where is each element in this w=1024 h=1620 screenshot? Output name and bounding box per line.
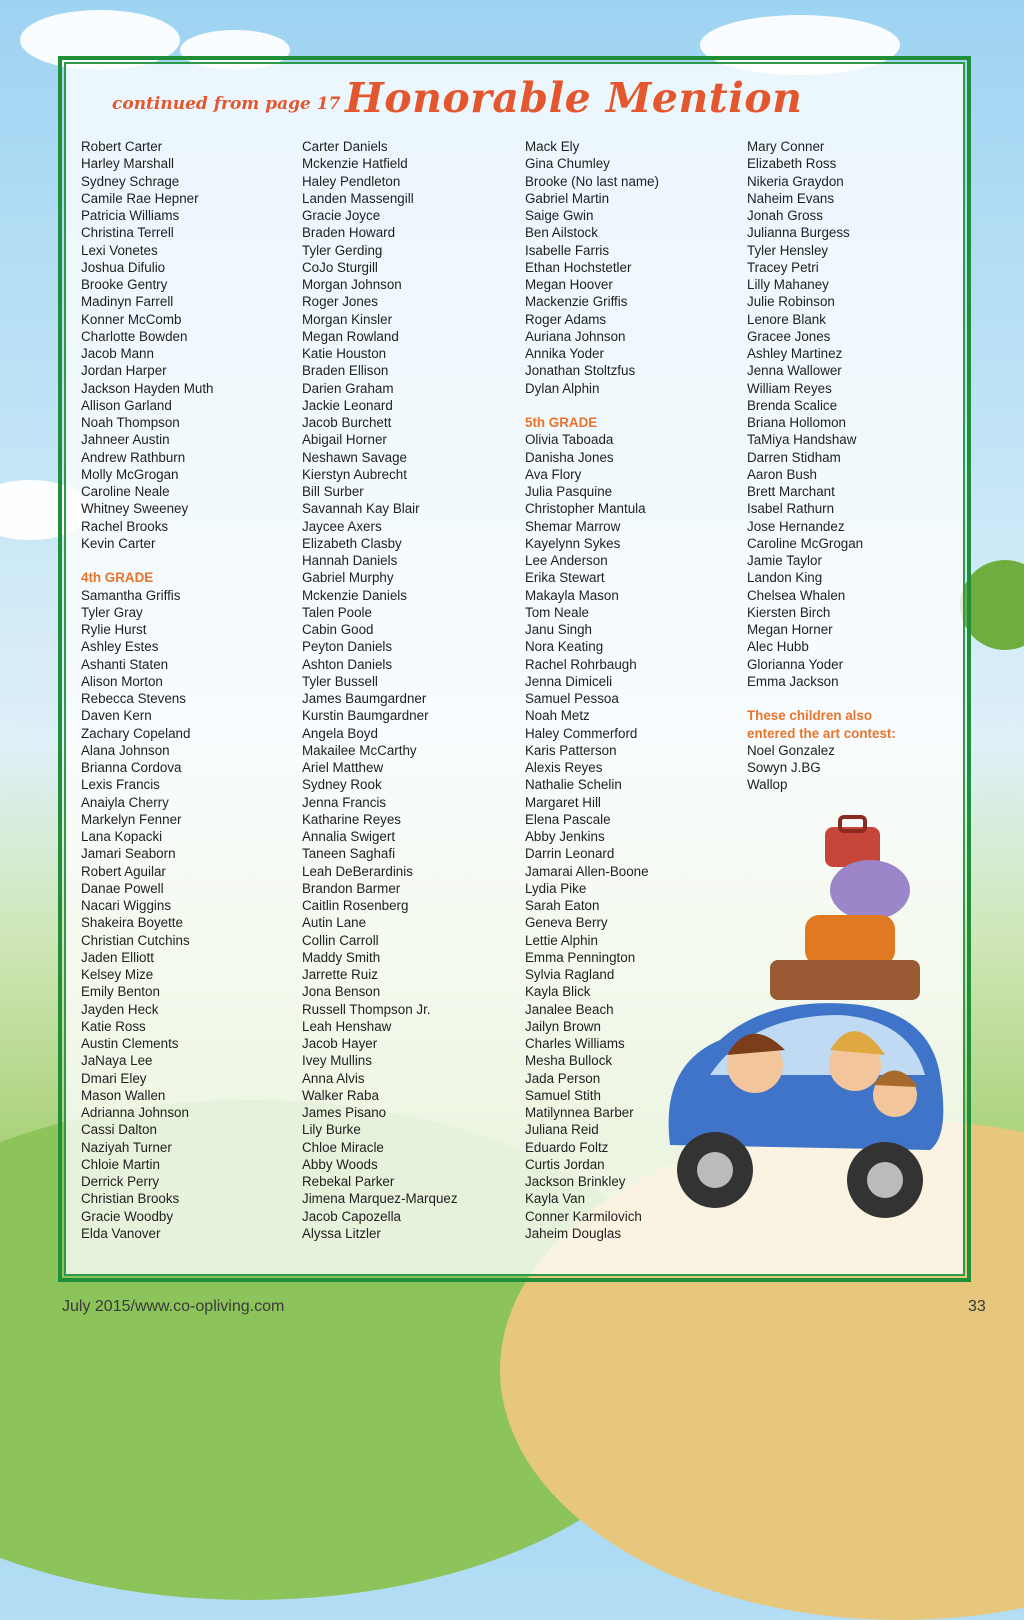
name-entry: Sylvia Ragland [525, 967, 615, 982]
name-entry: Saige Gwin [525, 208, 594, 223]
name-entry: Collin Carroll [302, 932, 379, 948]
page-title: Honorable Mention [345, 74, 803, 122]
grade-heading: 5th GRADE [525, 415, 598, 430]
name-entry: Julie Robinson [747, 294, 835, 310]
name-entry: Margaret Hill [525, 794, 601, 810]
name-entry: Haley Pendleton [302, 173, 401, 189]
name-entry: Allison Garland [81, 397, 172, 413]
name-entry: Samuel Stith [525, 1087, 601, 1103]
name-entry: Braden Ellison [302, 363, 389, 379]
name-entry: Lee Anderson [525, 553, 608, 568]
name-entry: Jada Person [525, 1070, 601, 1086]
name-entry: Jacob Hayer [302, 1036, 378, 1051]
name-entry: Ashley Estes [81, 639, 159, 655]
name-entry: Katharine Reyes [302, 811, 401, 827]
spacer [747, 690, 962, 707]
name-entry: Markelyn Fenner [81, 811, 182, 827]
name-entry: Walker Raba [302, 1087, 379, 1103]
name-entry: Nora Keating [525, 639, 604, 655]
name-entry: Darren Stidham [747, 449, 841, 465]
name-entry: Brianna Cordova [81, 760, 182, 775]
name-entry: Rachel Brooks [81, 518, 169, 534]
name-entry: Savannah Kay Blair [302, 501, 420, 517]
name-entry: Abby Woods [302, 1156, 378, 1172]
name-entry: Jenna Wallower [747, 363, 842, 379]
name-entry: Darien Graham [302, 380, 394, 396]
name-entry: Madinyn Farrell [81, 294, 174, 310]
name-entry: Aaron Bush [747, 466, 817, 482]
name-entry: Leah DeBerardinis [302, 863, 413, 879]
name-entry: TaMiya Handshaw [747, 432, 857, 448]
name-entry: Janu Singh [525, 622, 593, 637]
name-entry: Robert Aguilar [81, 863, 166, 879]
name-entry: Harley Marshall [81, 156, 175, 172]
name-entry: Makayla Mason [525, 587, 619, 603]
name-entry: Chelsea Whalen [747, 587, 846, 603]
name-entry: Danae Powell [81, 880, 164, 896]
name-entry: Mack Ely [525, 139, 580, 154]
name-entry: Braden Howard [302, 225, 396, 241]
name-entry: Nikeria Graydon [747, 173, 844, 189]
name-entry: Mckenzie Hatfield [302, 156, 408, 172]
name-entry: Kiersten Birch [747, 604, 831, 620]
name-entry: Jamie Taylor [747, 553, 822, 568]
name-entry: Mesha Bullock [525, 1053, 613, 1069]
name-entry: Morgan Kinsler [302, 311, 393, 327]
name-entry: Zachary Copeland [81, 725, 191, 741]
name-entry: Eduardo Foltz [525, 1139, 609, 1155]
name-entry: Megan Hoover [525, 277, 613, 292]
name-entry: Gabriel Murphy [302, 570, 394, 586]
name-entry: Kelsey Mize [81, 967, 154, 982]
name-entry: Elda Vanover [81, 1225, 161, 1241]
grade-heading: These children also [747, 708, 873, 724]
name-entry: Autin Lane [302, 915, 367, 931]
name-entry: Chloie Martin [81, 1156, 160, 1172]
name-entry: Nacari Wiggins [81, 898, 172, 913]
name-entry: Jamarai Allen-Boone [525, 863, 649, 879]
name-entry: Annika Yoder [525, 346, 604, 361]
name-entry: Roger Adams [525, 311, 607, 327]
name-entry: Peyton Daniels [302, 639, 393, 655]
name-entry: Darrin Leonard [525, 846, 615, 862]
name-entry: Bill Surber [302, 484, 364, 499]
name-entry: Juliana Reid [525, 1122, 599, 1138]
name-entry: Alana Johnson [81, 742, 170, 758]
name-entry: Ashanti Staten [81, 656, 169, 672]
names-column-4 [747, 138, 962, 794]
name-entry: Haley Commerford [525, 725, 638, 741]
name-entry: Lana Kopacki [81, 829, 163, 844]
name-entry: Ashton Daniels [302, 656, 393, 672]
name-entry: Jailyn Brown [525, 1018, 601, 1034]
name-entry: Gabriel Martin [525, 190, 610, 206]
name-entry: Olivia Taboada [525, 432, 614, 448]
name-entry: Maddy Smith [302, 949, 381, 965]
name-entry: Anaiyla Cherry [81, 794, 169, 810]
name-entry: Kayelynn Sykes [525, 535, 621, 551]
name-entry: Morgan Johnson [302, 277, 402, 292]
name-entry: Shemar Marrow [525, 518, 621, 534]
name-entry: Anna Alvis [302, 1070, 365, 1086]
name-entry: Daven Kern [81, 708, 152, 724]
name-entry: Sowyn J.BG [747, 760, 821, 775]
car-luggage-icon [640, 815, 980, 1255]
name-entry: Jonah Gross [747, 208, 823, 223]
name-entry: Cabin Good [302, 622, 374, 637]
name-entry: Jaden Elliott [81, 949, 154, 965]
name-entry: Christopher Mantula [525, 501, 646, 517]
name-entry: Sydney Rook [302, 777, 382, 793]
name-entry: Alexis Reyes [525, 760, 603, 775]
name-entry: Annalia Swigert [302, 829, 396, 844]
name-entry: Kurstin Baumgardner [302, 708, 429, 724]
name-entry: Alison Morton [81, 673, 163, 689]
name-entry: Brooke Gentry [81, 277, 168, 292]
name-entry: Emily Benton [81, 984, 160, 1000]
names-column-1 [81, 138, 296, 1242]
name-entry: Tyler Gray [81, 604, 143, 620]
name-entry: Neshawn Savage [302, 449, 407, 465]
name-entry: Jaycee Axers [302, 518, 382, 534]
name-entry: Tracey Petri [747, 259, 819, 275]
name-entry: Jona Benson [302, 984, 381, 1000]
name-entry: Robert Carter [81, 139, 163, 154]
name-entry: Elena Pascale [525, 811, 611, 827]
name-entry: Mason Wallen [81, 1087, 166, 1103]
name-entry: Abigail Horner [302, 432, 387, 448]
name-entry: Brandon Barmer [302, 880, 401, 896]
name-entry: Hannah Daniels [302, 553, 398, 568]
name-entry: Samantha Griffis [81, 587, 181, 603]
name-entry: Camile Rae Hepner [81, 190, 199, 206]
name-entry: Russell Thompson Jr. [302, 1001, 431, 1017]
name-entry: Ben Ailstock [525, 225, 598, 241]
name-entry: Chloe Miracle [302, 1139, 384, 1155]
name-entry: Ariel Matthew [302, 760, 384, 775]
name-entry: Leah Henshaw [302, 1018, 392, 1034]
name-entry: Jenna Dimiceli [525, 673, 613, 689]
name-entry: Jacob Mann [81, 346, 154, 361]
name-entry: Geneva Berry [525, 915, 608, 931]
name-entry: Emma Pennington [525, 949, 636, 965]
name-entry: Roger Jones [302, 294, 378, 310]
grade-heading: entered the art contest: [747, 725, 896, 741]
name-entry: Briana Hollomon [747, 415, 846, 430]
name-entry: Elizabeth Ross [747, 156, 837, 172]
name-entry: Katie Ross [81, 1018, 146, 1034]
name-entry: Jarrette Ruiz [302, 967, 378, 982]
name-entry: Shakeira Boyette [81, 915, 183, 931]
name-entry: Christian Cutchins [81, 932, 190, 948]
name-entry: William Reyes [747, 380, 832, 396]
name-entry: Lily Burke [302, 1122, 361, 1138]
name-entry: Erika Stewart [525, 570, 605, 586]
name-entry: CoJo Sturgill [302, 259, 378, 275]
name-entry: Adrianna Johnson [81, 1105, 189, 1120]
name-entry: Noel Gonzalez [747, 742, 835, 758]
name-entry: Mckenzie Daniels [302, 587, 407, 603]
name-entry: Conner Karmilovich [525, 1208, 642, 1224]
name-entry: Rebekal Parker [302, 1174, 395, 1189]
name-entry: Andrew Rathburn [81, 449, 186, 465]
name-entry: Jaheim Douglas [525, 1225, 622, 1241]
name-entry: Julianna Burgess [747, 225, 850, 241]
name-entry: Kayla Blick [525, 984, 591, 1000]
name-entry: Naziyah Turner [81, 1139, 172, 1155]
name-entry: Isabel Rathurn [747, 501, 835, 517]
name-entry: Tyler Hensley [747, 242, 829, 258]
name-entry: Austin Clements [81, 1036, 179, 1051]
name-entry: Jacob Burchett [302, 415, 392, 430]
name-entry: Talen Poole [302, 604, 372, 620]
name-entry: Caroline Neale [81, 484, 170, 499]
name-entry: Dylan Alphin [525, 380, 600, 396]
name-entry: Jose Hernandez [747, 518, 845, 534]
name-entry: Lilly Mahaney [747, 277, 829, 292]
name-entry: Naheim Evans [747, 190, 835, 206]
name-entry: Katie Houston [302, 346, 387, 361]
name-entry: Mackenzie Griffis [525, 294, 628, 310]
name-entry: Landon King [747, 570, 823, 586]
name-entry: Christina Terrell [81, 225, 174, 241]
name-entry: Caitlin Rosenberg [302, 898, 409, 913]
name-entry: Jonathan Stoltzfus [525, 363, 636, 379]
name-entry: Rachel Rohrbaugh [525, 656, 637, 672]
name-entry: Brenda Scalice [747, 397, 838, 413]
name-entry: Alec Hubb [747, 639, 809, 655]
family-car-illustration [640, 815, 980, 1255]
name-entry: Ethan Hochstetler [525, 259, 632, 275]
name-entry: Emma Jackson [747, 673, 839, 689]
name-entry: Danisha Jones [525, 449, 614, 465]
name-entry: Charlotte Bowden [81, 328, 188, 344]
name-entry: Noah Metz [525, 708, 590, 724]
name-entry: Molly McGrogan [81, 466, 179, 482]
name-entry: Kierstyn Aubrecht [302, 466, 407, 482]
name-entry: Tyler Gerding [302, 242, 383, 258]
name-entry: Konner McComb [81, 311, 182, 327]
name-entry: Ivey Mullins [302, 1053, 372, 1069]
name-entry: Tom Neale [525, 604, 590, 620]
name-entry: Rylie Hurst [81, 622, 147, 637]
continued-note: continued from page 17 [112, 94, 341, 114]
name-entry: Gracie Joyce [302, 208, 381, 223]
name-entry: Samuel Pessoa [525, 691, 619, 706]
name-entry: Sydney Schrage [81, 173, 180, 189]
name-entry: Jackie Leonard [302, 397, 393, 413]
name-entry: Karis Patterson [525, 742, 617, 758]
name-entry: Janalee Beach [525, 1001, 614, 1017]
name-entry: Megan Rowland [302, 328, 399, 344]
name-entry: Angela Boyd [302, 725, 378, 741]
name-entry: Charles Williams [525, 1036, 625, 1051]
name-entry: Wallop [747, 777, 788, 793]
grade-heading: 4th GRADE [81, 570, 154, 586]
name-entry: Derrick Perry [81, 1174, 160, 1189]
name-entry: Glorianna Yoder [747, 656, 844, 672]
name-entry: Taneen Saghafi [302, 846, 396, 862]
name-entry: Julia Pasquine [525, 484, 613, 499]
name-entry: Whitney Sweeney [81, 501, 189, 517]
name-entry: Jordan Harper [81, 363, 167, 379]
name-entry: Lenore Blank [747, 311, 826, 327]
name-entry: Joshua Difulio [81, 259, 166, 275]
name-entry: Jackson Brinkley [525, 1174, 626, 1189]
name-entry: Dmari Eley [81, 1070, 147, 1086]
page-number: 33 [968, 1298, 986, 1315]
name-entry: Patricia Williams [81, 208, 180, 223]
name-entry: Jimena Marquez-Marquez [302, 1191, 458, 1207]
name-entry: Abby Jenkins [525, 829, 605, 844]
name-entry: James Pisano [302, 1105, 387, 1120]
name-entry: Gracie Woodby [81, 1208, 174, 1224]
name-entry: Ashley Martinez [747, 346, 843, 361]
name-entry: Auriana Johnson [525, 328, 626, 344]
name-entry: Lexis Francis [81, 777, 160, 793]
name-entry: Curtis Jordan [525, 1156, 605, 1172]
name-entry: Jamari Seaborn [81, 846, 176, 862]
name-entry: Noah Thompson [81, 415, 180, 430]
name-entry: Caroline McGrogan [747, 535, 864, 551]
name-entry: Ava Flory [525, 466, 582, 482]
name-entry: Gina Chumley [525, 156, 610, 172]
name-entry: Jackson Hayden Muth [81, 380, 214, 396]
name-entry: Lettie Alphin [525, 932, 598, 948]
footer-date-url: July 2015/www.co-opliving.com [62, 1298, 285, 1315]
name-entry: Carter Daniels [302, 139, 388, 154]
name-entry: Jayden Heck [81, 1001, 159, 1017]
name-entry: Isabelle Farris [525, 242, 610, 258]
name-entry: Alyssa Litzler [302, 1225, 381, 1241]
name-entry: Landen Massengill [302, 190, 414, 206]
name-entry: Megan Horner [747, 622, 833, 637]
name-entry: Mary Conner [747, 139, 825, 154]
name-entry: Brett Marchant [747, 484, 835, 499]
name-entry: Tyler Bussell [302, 673, 378, 689]
spacer [525, 397, 740, 414]
name-entry: Lexi Vonetes [81, 242, 158, 258]
name-entry: Cassi Dalton [81, 1122, 157, 1138]
name-entry: Makailee McCarthy [302, 742, 417, 758]
name-entry: Jacob Capozella [302, 1208, 402, 1224]
name-entry: Elizabeth Clasby [302, 535, 402, 551]
name-entry: Brooke (No last name) [525, 173, 659, 189]
name-entry: Matilynnea Barber [525, 1105, 634, 1120]
name-entry: Kayla Van [525, 1191, 586, 1207]
name-entry: JaNaya Lee [81, 1053, 153, 1069]
name-entry: Jenna Francis [302, 794, 387, 810]
name-entry: James Baumgardner [302, 691, 427, 706]
name-entry: Kevin Carter [81, 535, 156, 551]
name-entry: Jahneer Austin [81, 432, 170, 448]
name-entry: Rebecca Stevens [81, 691, 186, 706]
name-entry: Gracee Jones [747, 328, 831, 344]
name-entry: Lydia Pike [525, 880, 587, 896]
names-column-2 [302, 138, 517, 1242]
name-entry: Sarah Eaton [525, 898, 600, 913]
name-entry: Nathalie Schelin [525, 777, 622, 793]
spacer [81, 552, 296, 569]
name-entry: Christian Brooks [81, 1191, 180, 1207]
